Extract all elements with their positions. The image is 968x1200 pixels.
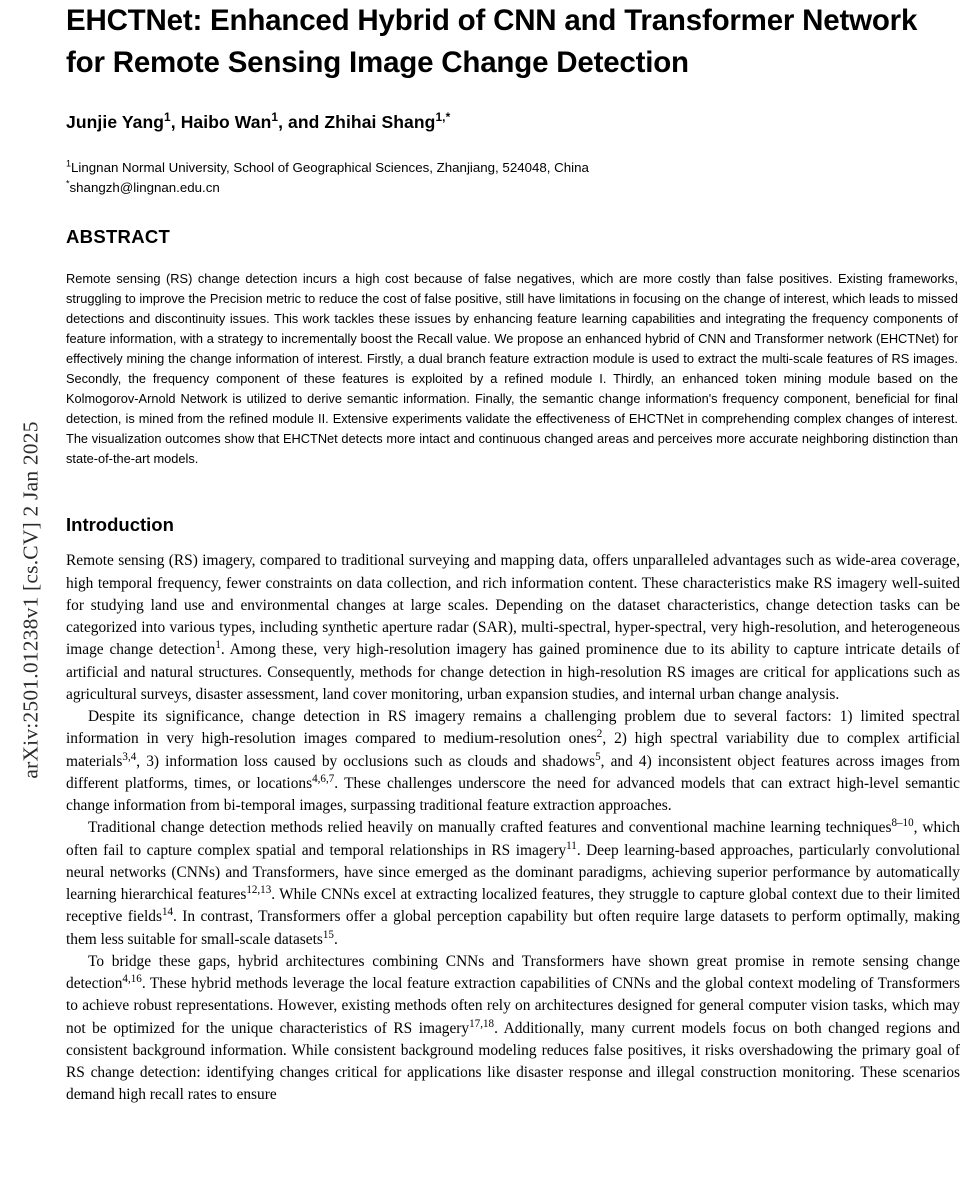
paragraph: Remote sensing (RS) imagery, compared to traditional surveying and mapping data, offers unparalleled advantages such as wide-area coverage, high temporal frequency, fewer constraints on data collection, and rich information content. These characteristics make RS imagery well-suited for studying land use and environmental changes at large scales. Depending on the dataset characteristics, change detection tasks can be categorized into various types, including synthetic aperture radar (SAR), multi-spectral, hyper-spectral, very high-resolution, and heterogeneous image change detection$^1$. Among these, very high-resolution imagery has gained prominence due to its ability to capture intricate details of artificial and natural structures. Consequently, methods for change detection in high-resolution RS images are critical for applications such as agricultural surveys, disaster assessment, land cover monitoring, urban expansion studies, and internal urban change analysis. <box>66 552 960 703</box>
section-heading-introduction: Introduction <box>66 514 174 536</box>
paragraph: To bridge these gaps, hybrid architectures combining CNNs and Transformers have shown great promise in remote sensing change detection$^{4,16}$. These hybrid methods leverage the local feature extraction capabilities of CNNs and the global context modeling of Transformers to achieve robust representations. However, existing methods often rely on architectures designed for general computer vision tasks, which may not be optimized for the unique characteristics of RS imagery$^{17,18}$. Additionally, many current models focus on both changed regions and consistent background information. While consistent background modeling reduces false positives, it risks overshadowing the primary goal of RS change detection: identifying changes critical for applications like disaster response and illegal construction monitoring. These scenarios demand high recall rates to ensure <box>66 952 961 1104</box>
paper-page <box>62 0 968 1200</box>
affiliation-line-1: $^1$Lingnan Normal University, School of Geographical Sciences, Zhanjiang, 524048, China <box>66 158 589 175</box>
arxiv-stamp-text: arXiv:2501.01238v1 [cs.CV] 2 Jan 2025 <box>18 421 43 779</box>
affiliation-block <box>66 158 960 198</box>
page-title: EHCTNet: Enhanced Hybrid of CNN and Transformer Network for Remote Sensing Image Change Detection <box>66 4 918 79</box>
affiliation-line-2: *shangzh@lingnan.edu.cn <box>66 178 220 195</box>
paragraph: Despite its significance, change detection in RS imagery remains a challenging problem due to several factors: 1) limited spectral information in very high-resolution images compared to medium-resolution ones$^2$, 2) high spectral variability due to complex artificial materials$^{3,4}$, 3) information loss caused by occlusions such as clouds and shadows$^5$, and 4) inconsistent object features across images from different platforms, times, or locations$^{4,6,7}$. These challenges underscore the need for advanced models that can extract high-level semantic change information from bi-temporal images, surpassing traditional feature extraction approaches. <box>66 708 961 815</box>
arxiv-stamp <box>0 0 62 1200</box>
abstract-text: Remote sensing (RS) change detection incurs a high cost because of false negatives, which are more costly than false positives. Existing frameworks, struggling to improve the Precision metric to reduce the cost of false positive, still have limitations in focusing on the change of interest, which leads to missed detections and discontinuity issues. This work tackles these issues by enhancing feature learning capabilities and integrating the frequency components of feature information, with a strategy to incrementally boost the Recall value. We propose an enhanced hybrid of CNN and Transformer network (EHCTNet) for effectively mining the change information of interest. Firstly, a dual branch feature extraction module is used to extract the multi-scale features of RS images. Secondly, the frequency component of these features is exploited by a refined module I. Thirdly, an enhanced token mining module based on the Kolmogorov-Arnold Network is utilized to derive semantic information. Finally, the semantic change information's frequency component, beneficial for final detection, is mined from the refined module II. Extensive experiments validate the effectiveness of EHCTNet in comprehending complex changes of interest. The visualization outcomes show that EHCTNet detects more intact and continuous changed areas and perceives more accurate neighboring distinction than state-of-the-art models. <box>66 271 958 467</box>
paragraph: Traditional change detection methods relied heavily on manually crafted features and conventional machine learning techniques$^{8-10}$, which often fail to capture complex spatial and temporal relationships in RS imagery$^{11}$. Deep learning-based approaches, particularly convolutional neural networks (CNNs) and Transformers, have since emerged as the dominant paradigms, achieving superior performance by automatically learning hierarchical features$^{12,13}$. While CNNs excel at extracting localized features, they struggle to capture global context due to their limited receptive fields$^{14}$. In contrast, Transformers offer a global perception capability but often require large datasets to perform optimally, making them less suitable for small-scale datasets$^{15}$. <box>66 817 961 948</box>
author-list: Junjie Yang$^1$, Haibo Wan$^1$, and Zhihai Shang$^{1,*}$ <box>66 109 451 132</box>
abstract-heading: ABSTRACT <box>66 226 171 248</box>
introduction-body <box>66 550 960 1106</box>
